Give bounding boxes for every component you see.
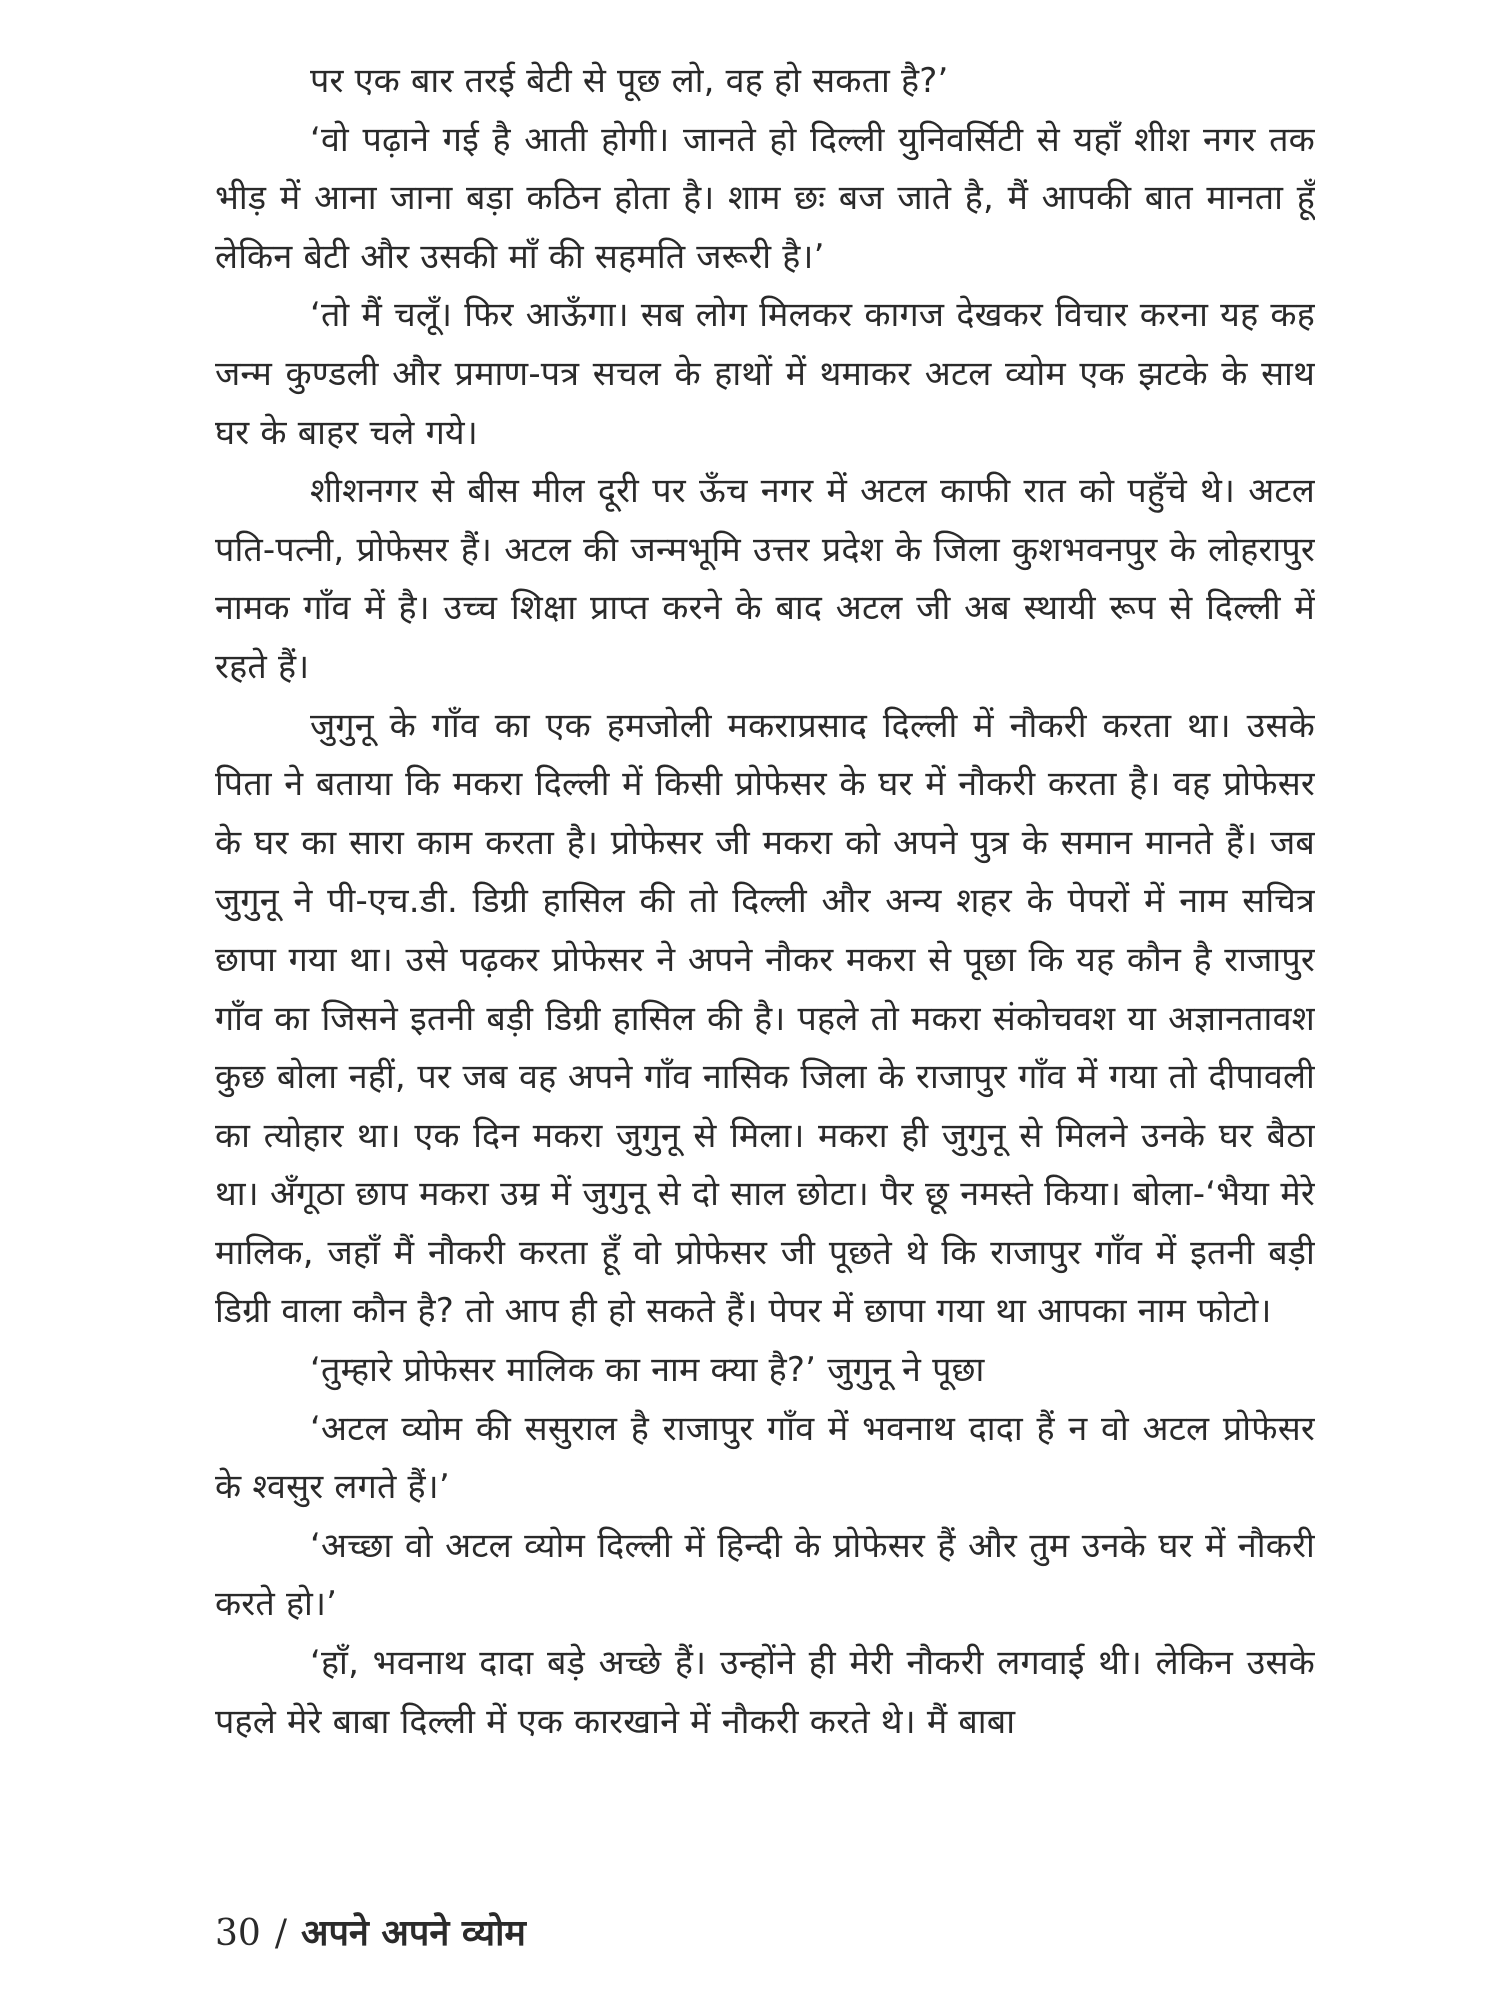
page-body bbox=[215, 52, 1315, 1922]
paragraph-4: शीशनगर से बीस मील दूरी पर ऊँच नगर में अटल काफी रात को पहुँचे थे। अटल पति-पत्नी, प्रोफेसर हैं। अटल की जन्मभूमि उत्तर प्रदेश के जिला कुशभवनपुर के लोहरापुर नामक गाँव में है। उच्च शिक्षा प्राप्त करने के बाद अटल जी अब स्थायी रूप से दिल्ली में रहते हैं। bbox=[215, 471, 1315, 687]
page-footer bbox=[215, 1912, 526, 1956]
book-title: अपने अपने व्योम bbox=[300, 1913, 526, 1954]
page-number: 30 bbox=[215, 1913, 261, 1954]
paragraph-8: ‘अच्छा वो अटल व्योम दिल्ली में हिन्दी के प्रोफेसर हैं और तुम उनके घर में नौकरी करते हो।’ bbox=[215, 1525, 1315, 1625]
footer-separator: / bbox=[274, 1913, 287, 1954]
paragraph-9: ‘हाँ, भवनाथ दादा बड़े अच्छे हैं। उन्होंने ही मेरी नौकरी लगवाई थी। लेकिन उसके पहले मेरे बाबा दिल्ली में एक कारखाने में नौकरी करते थे। मैं बाबा bbox=[215, 1643, 1315, 1742]
paragraph-3: ‘तो मैं चलूँ। फिर आऊँगा। सब लोग मिलकर कागज देखकर विचार करना यह कह जन्म कुण्डली और प्रमाण-पत्र सचल के हाथों में थमाकर अटल व्योम एक झटके के साथ घर के बाहर चले गये। bbox=[215, 295, 1315, 453]
paragraph-6: ‘तुम्हारे प्रोफेसर मालिक का नाम क्या है?’ जुगुनू ने पूछा bbox=[310, 1350, 985, 1391]
paragraph-2: ‘वो पढ़ाने गई है आती होगी। जानते हो दिल्ली युनिवर्सिटी से यहाँ शीश नगर तक भीड़ में आना जाना बड़ा कठिन होता है। शाम छः बज जाते है, मैं आपकी बात मानता हूँ लेकिन बेटी और उसकी माँ की सहमति जरूरी है।’ bbox=[215, 119, 1315, 277]
paragraph-7: ‘अटल व्योम की ससुराल है राजापुर गाँव में भवनाथ दादा हैं न वो अटल प्रोफेसर के श्वसुर लगते हैं।’ bbox=[215, 1408, 1315, 1508]
paragraph-5: जुगुनू के गाँव का एक हमजोली मकराप्रसाद दिल्ली में नौकरी करता था। उसके पिता ने बताया कि मकरा दिल्ली में किसी प्रोफेसर के घर में नौकरी करता है। वह प्रोफेसर के घर का सारा काम करता है। प्रोफेसर जी मकरा को अपने पुत्र के समान मानते हैं। जब जुगुनू ने पी-एच.डी. डिग्री हासिल की तो दिल्ली और अन्य शहर के पेपरों में नाम सचित्र छापा गया था। उसे पढ़कर प्रोफेसर ने अपने नौकर मकरा से पूछा कि यह कौन है राजापुर गाँव का जिसने इतनी बड़ी डिग्री हासिल की है। पहले तो मकरा संकोचवश या अज्ञानतावश कुछ बोला नहीं, पर जब वह अपने गाँव नासिक जिला के राजापुर गाँव में गया तो दीपावली का त्योहार था। एक दिन मकरा जुगुनू से मिला। मकरा ही जुगुनू से मिलने उनके घर बैठा था। अँगूठा छाप मकरा उम्र में जुगुनू से दो साल छोटा। पैर छू नमस्ते किया। बोला-‘भैया मेरे मालिक, जहाँ मैं नौकरी करता हूँ वो प्रोफेसर जी पूछते थे कि राजापुर गाँव में इतनी बड़ी डिग्री वाला कौन है? तो आप ही हो सकते हैं। पेपर में छापा गया था आपका नाम फोटो। bbox=[215, 705, 1315, 1332]
paragraph-1: पर एक बार तरई बेटी से पूछ लो, वह हो सकता है?’ bbox=[310, 61, 949, 101]
